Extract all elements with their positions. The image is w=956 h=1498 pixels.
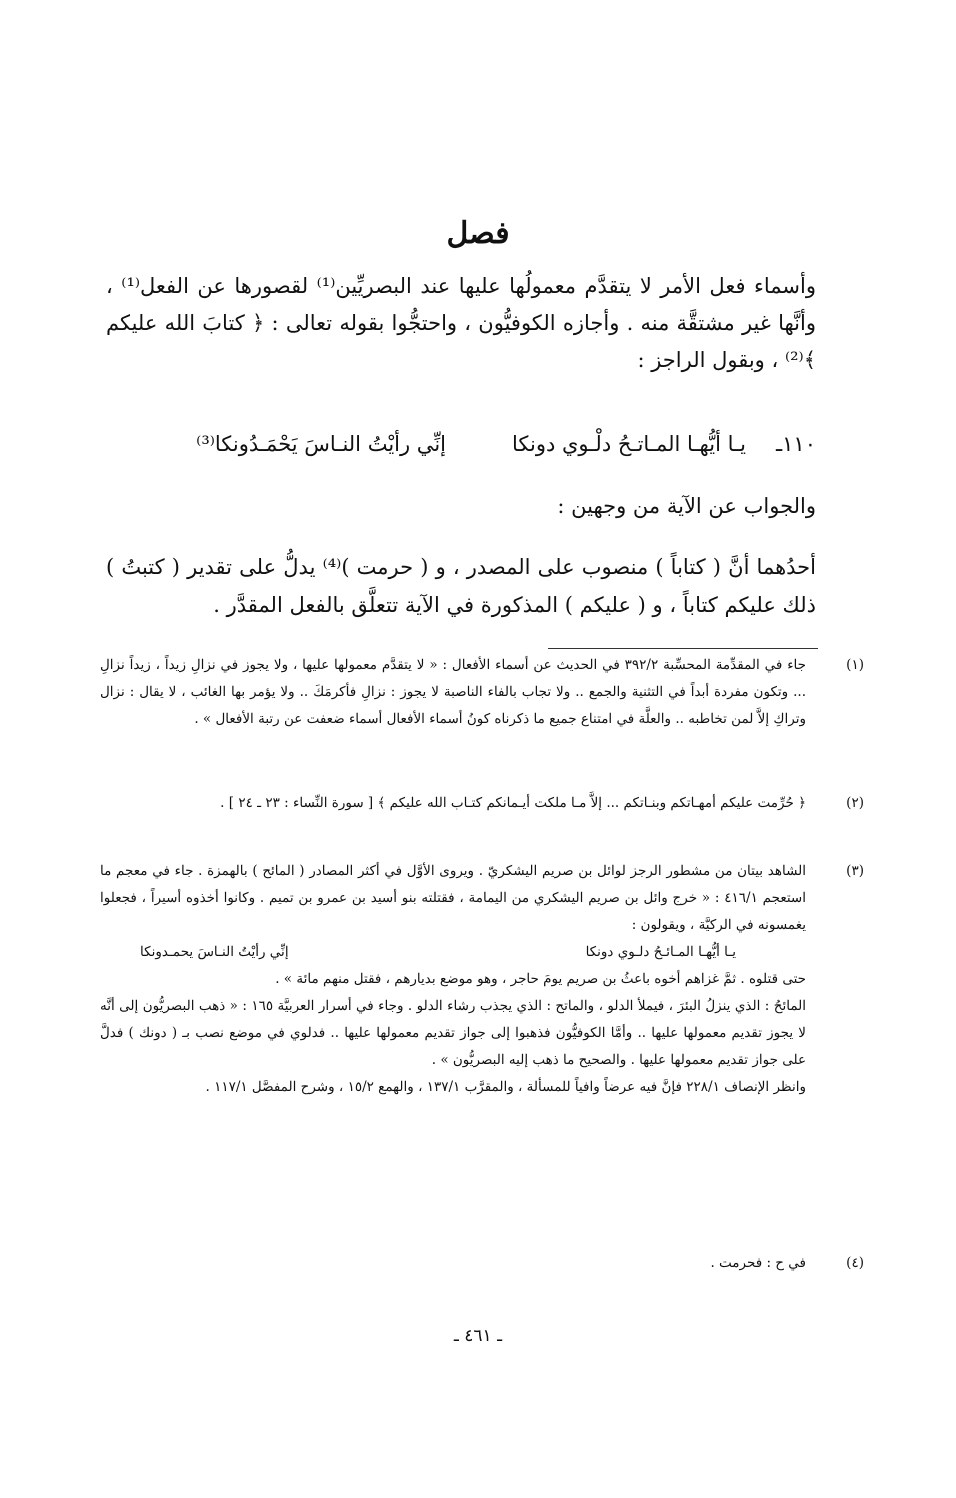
answer-heading: والجواب عن الآية من وجهين : xyxy=(557,494,816,518)
section-title: فصل xyxy=(446,216,510,251)
verse-second-half: إنِّي رأيْتُ النـاسَ يَحْمَـدُونكا⁽³⁾ xyxy=(196,432,446,456)
footnote-2 xyxy=(100,790,864,817)
page-number: ـ ٤٦١ ـ xyxy=(453,1326,503,1346)
verse-first-half: يـا أيُّهـا المـاتـحُ دلْـوي دونكا xyxy=(511,432,746,456)
footnote-text-part: الشاهد بيتان من مشطور الرجز لوائل بن صريم اليشكريّ . ويروى الأوَّل في أكثر المصادر ( المائح ) بالهمزة . جاء في معجم ما استعجم ٤١٦/١ : « خرج وائل بن صريم اليشكري من اليمامة ، فقتلته بنو أسيد بن عمرو بن تميم . وكانوا أخذوه أسيراً ، فجعلوا يغمسونه في الركيَّة ، ويقولون : xyxy=(100,863,806,933)
footnote-text: ﴿ حُرِّمت عليكم أمهـاتكم وبنـاتكم ... إلاَّ مـا ملكت أيـمانكم كتـاب الله عليكم ﴾ [ سورة النِّساء : ٢٣ ـ ٢٤ ] . xyxy=(220,795,806,811)
footnote-verse-first-half: يـا أيُّهـا المـائـحُ دلـوي دونكا xyxy=(585,944,736,960)
footnote-verse-second-half: إنِّي رأيْتُ النـاسَ يحمـدونكا xyxy=(140,944,289,960)
footnote-verse xyxy=(100,939,806,966)
footnote-text: جاء في المقدِّمة المحسِّبة ٣٩٢/٢ في الحديث عن أسماء الأفعال : « لا يتقدَّم معمولها عليها ، ولا يجوز في نزالِ زيداً ، زيداً نزالِ ... وتكون مفردة أبداً في التثنية والجمع .. ولا تجاب بالفاء الناصبة لا يجوز : نزالِ فأكرمَكَ .. ولا يؤمر بها الغائب ، لا يقال : نزال وتراكِ إلاَّ لمن تخاطبه .. والعلَّة في امتناع جميع ما ذكرناه كونُ أسماء الأفعال أسماء ضعفت عن رتبة الأفعال » . xyxy=(100,657,806,727)
first-point-paragraph: أحدُهما أنَّ ( كتاباً ) منصوب على المصدر ، و ( حرمت )⁽⁴⁾ يدلُّ على تقدير ( كتبتُ ) ذلك عليكم كتاباً ، و ( عليكم ) المذكورة في الآية تتعلَّق بالفعل المقدَّر . xyxy=(106,555,816,617)
footnote-text-part: حتى قتلوه . ثمَّ غزاهم أخوه باعثُ بن صريم يومَ حاجر ، وهو موضع بديارهم ، فقتل منهم مائة » . xyxy=(275,971,806,987)
footnote-number: (٣) xyxy=(846,863,864,879)
footnote-text-part: المائحُ : الذي ينزلُ البئرَ ، فيملأ الدلو ، والماتح : الذي يجذب رشاء الدلو . وجاء في أسرار العربيَّة ١٦٥ : « ذهب البصريُّون إلى أنَّه لا يجوز تقديم معمولها عليها .. وأمَّا الكوفيُّون فذهبوا إلى جواز تقديم معمولها عليها .. فدلوي في موضع نصب بـ ( دونك ) فدلَّ على جواز تقديم معمولها عليها . والصحيح ما ذهب إليه البصريُّون » . xyxy=(100,998,807,1068)
footnote-text: في ح : فحرمت . xyxy=(710,1255,806,1271)
footnote-text xyxy=(100,858,806,1101)
footnote-1 xyxy=(100,652,864,733)
footnote-number: (١) xyxy=(846,657,864,673)
footnote-4 xyxy=(100,1250,864,1277)
main-paragraph xyxy=(106,268,816,379)
footnote-separator xyxy=(548,648,818,649)
verse-number: ١١٠ـ xyxy=(776,432,816,456)
poetry-verse xyxy=(106,420,816,468)
footnote-text-part: وانظر الإنصاف ٢٢٨/١ فإنَّ فيه عرضاً وافياً للمسألة ، والمقرَّب ١٣٧/١ ، والهمع ١٥/٢ ، وشرح المفصَّل ١١٧/١ . xyxy=(205,1079,806,1095)
intro-text: وأسماء فعل الأمر لا يتقدَّم معمولُها عليها عند البصريِّين⁽¹⁾ لقصورها عن الفعل⁽¹⁾ ، وأنَّها غير مشتقَّة منه . وأجازه الكوفيُّون ، واحتجُّوا بقوله تعالى : ﴿ كتابَ الله عليكم ﴾⁽²⁾ ، وبقول الراجز : xyxy=(106,274,816,372)
footnote-number: (٤) xyxy=(846,1255,864,1271)
footnote-number: (٢) xyxy=(846,795,864,811)
footnote-3 xyxy=(100,858,864,1101)
